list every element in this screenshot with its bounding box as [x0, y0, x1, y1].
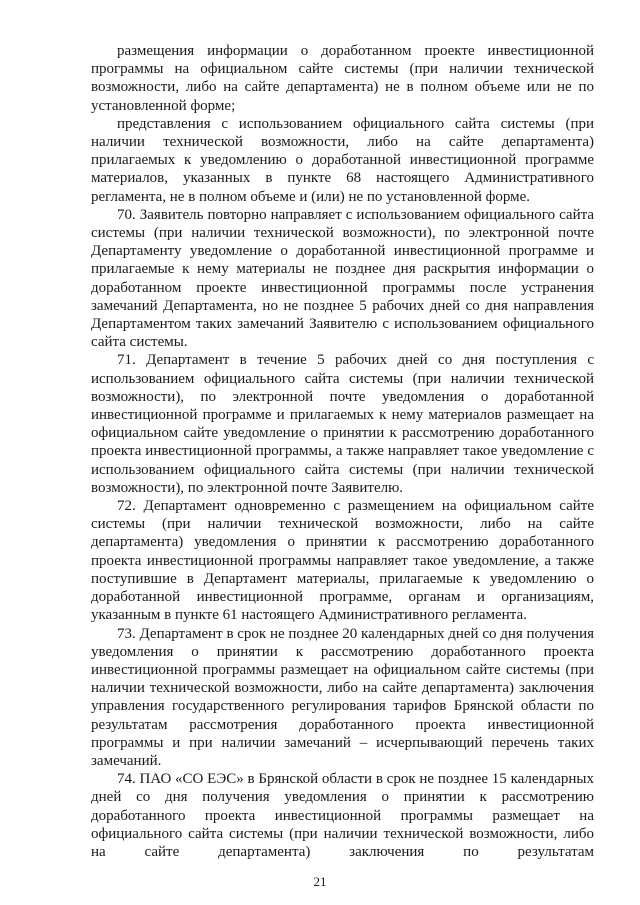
paragraph-72: 72. Департамент одновременно с размещением на официальном сайте системы (при наличии технической возможности, либо на сайте департамента) уведомления о принятии к рассмотрению доработанного проекта инвестиционной программы направляет такое уведомление, а также поступившие в Департамент материалы, прилагаемые к уведомлению о доработанной инвестиционной программе, органам и организациям, указанным в пункте 61 настоящего Административного регламента. [91, 498, 594, 624]
paragraph-71: 71. Департамент в течение 5 рабочих дней со дня поступления с использованием официального сайта системы (при наличии технической возможности), по электронной почте уведомления о доработанной инвестиционной программе и прилагаемых к нему материалов размещает на официальном сайте уведомление о принятии к рассмотрению доработанного проекта инвестиционной программы, а также направляет такое уведомление с использованием официального сайта системы (при наличии технической возможности), по электронной почте Заявителю. [91, 352, 594, 496]
paragraph-74: 74. ПАО «СО ЕЭС» в Брянской области в срок не позднее 15 календарных дней со дня получения уведомления о принятии к рассмотрению доработанного проекта инвестиционной программы размещает на официального сайта системы (при наличии технической возможности, либо на сайте департамента) заключения по результатам [91, 771, 594, 860]
paragraph-73: 73. Департамент в срок не позднее 20 календарных дней со дня получения уведомления о принятии к рассмотрению доработанного проекта инвестиционной программы размещает на официальном сайте системы (при наличии технической возможности, либо на сайте департамента) заключения управления государственного регулирования тарифов Брянской области по результатам рассмотрения доработанного проекта инвестиционной программы и при наличии замечаний – исчерпывающий перечень таких замечаний. [91, 625, 595, 769]
page-number: 21 [313, 874, 327, 889]
body-text [91, 42, 594, 861]
paragraph-submission-materials: представления с использованием официального сайта системы (при наличии технической возможности, либо на сайте департамента) прилагаемых к уведомлению о доработанной инвестиционной программе материалов, указанных в пункте 68 настоящего Административного регламента, не в полном объеме и (или) не по установленной форме. [91, 115, 594, 205]
paragraph-continuation-placement: размещения информации о доработанном проекте инвестиционной программы на официальном сайте системы (при наличии технической возможности, либо на сайте департамента) не в полном объеме или не по установленной форме; [91, 43, 594, 114]
paragraph-70: 70. Заявитель повторно направляет с использованием официального сайта системы (при наличии технической возможности), по электронной почте Департаменту уведомление о доработанной инвестиционной программе и прилагаемые к нему материалы не позднее дня раскрытия информации о доработанном проекте инвестиционной программы после устранения замечаний Департамента, но не позднее 5 рабочих дней со дня направления Департаментом таких замечаний Заявителю с использованием официального сайта системы. [91, 206, 594, 351]
